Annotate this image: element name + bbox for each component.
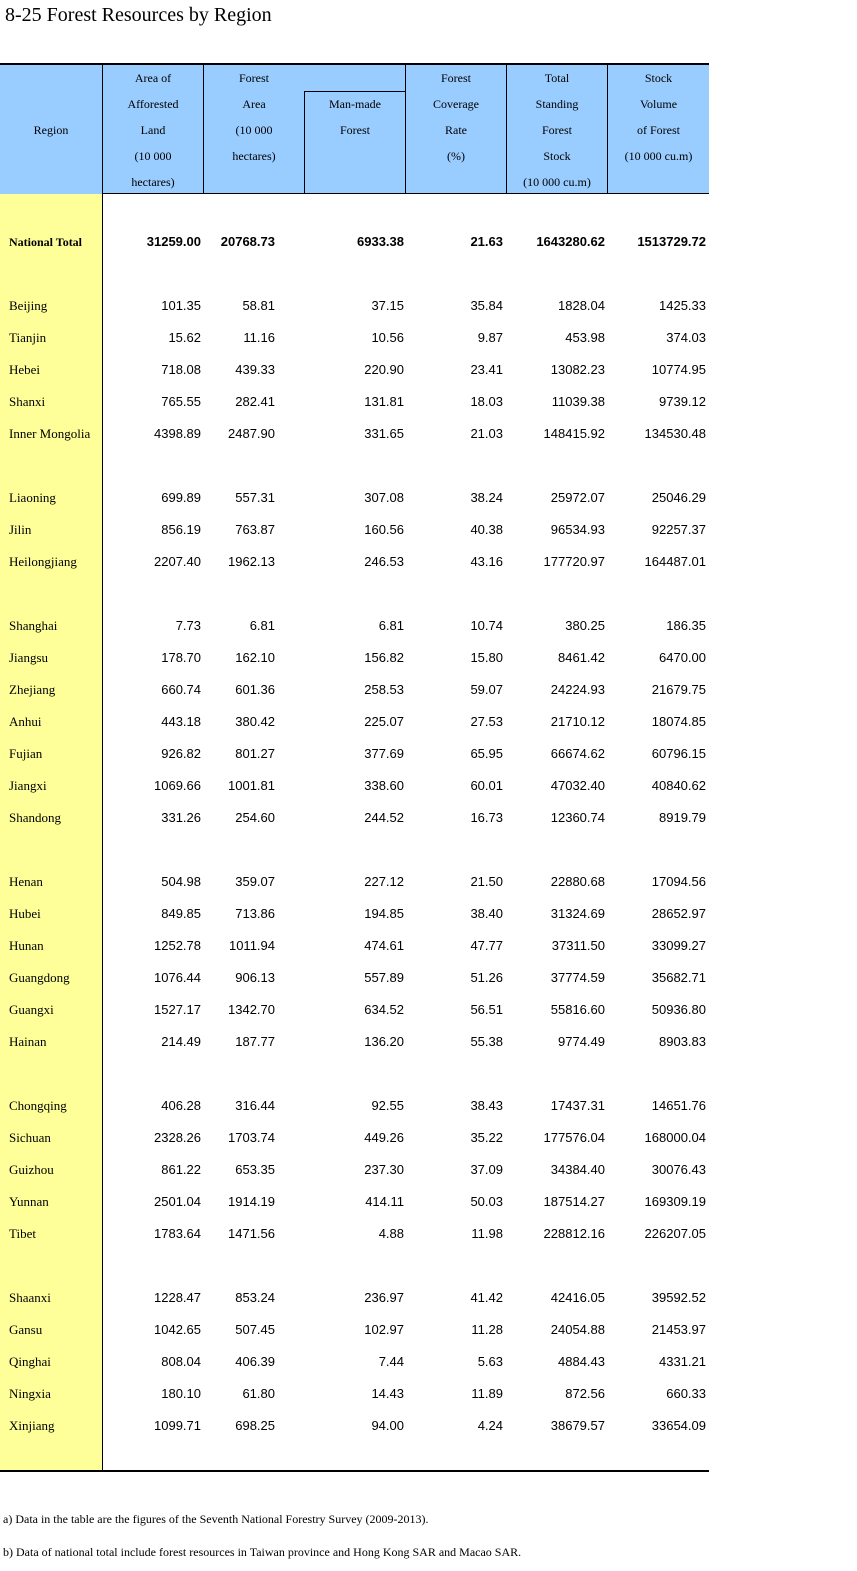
region-name: Heilongjiang (9, 554, 77, 569)
standing-stock-value: 380.25 (565, 618, 605, 633)
man-made-value: 92.55 (371, 1098, 404, 1113)
standing-stock-value: 55816.60 (550, 1002, 605, 1017)
afforested-value: 1527.17 (154, 1002, 201, 1017)
region-name: Guangdong (9, 970, 70, 985)
afforested-value: 808.04 (161, 1354, 201, 1369)
region-name: Beijing (9, 298, 48, 313)
man-made-value: 156.82 (364, 650, 404, 665)
forest-area-value: 507.45 (235, 1322, 275, 1337)
region-name: Jiangxi (9, 778, 47, 793)
afforested-value: 406.28 (161, 1098, 201, 1113)
region-name: Tibet (9, 1226, 36, 1241)
region-name: Sichuan (9, 1130, 51, 1145)
region-name: Hebei (9, 362, 41, 377)
man-made-value: 194.85 (364, 906, 404, 921)
region-name: Qinghai (9, 1354, 51, 1369)
standing-stock-value: 177720.97 (543, 554, 605, 569)
stock-volume-value: 8919.79 (659, 810, 706, 825)
standing-stock-value: 187514.27 (543, 1194, 605, 1209)
man-made-value: 557.89 (364, 970, 404, 985)
table-row (0, 898, 709, 930)
coverage-value: 21.63 (470, 234, 503, 249)
forest-area-value: 316.44 (235, 1098, 275, 1113)
header-standing-stock: Total Standing Forest Stock (10 000 cu.m) (523, 71, 591, 189)
man-made-value: 131.81 (364, 394, 404, 409)
forest-area-value: 11.16 (243, 330, 275, 345)
table-row (0, 674, 709, 706)
standing-stock-value: 872.56 (565, 1386, 605, 1401)
stock-volume-value: 50936.80 (651, 1002, 706, 1017)
stock-volume-value: 8903.83 (659, 1034, 706, 1049)
standing-stock-value: 17437.31 (550, 1098, 605, 1113)
stock-volume-value: 168000.04 (644, 1130, 706, 1145)
table-row (0, 994, 709, 1026)
coverage-value: 16.73 (470, 810, 503, 825)
header-forest-area: Area (10 000 hectares) (232, 97, 276, 163)
coverage-value: 18.03 (470, 394, 503, 409)
region-name: Jilin (9, 522, 32, 537)
man-made-value: 225.07 (364, 714, 404, 729)
coverage-value: 37.09 (470, 1162, 503, 1177)
stock-volume-value: 374.03 (666, 330, 706, 345)
table-row (0, 1282, 709, 1314)
region-name: Tianjin (9, 330, 47, 345)
stock-volume-value: 92257.37 (651, 522, 706, 537)
stock-volume-value: 21453.97 (651, 1322, 706, 1337)
afforested-value: 101.35 (161, 298, 201, 313)
stock-volume-value: 33654.09 (651, 1418, 706, 1433)
region-name: Inner Mongolia (9, 426, 91, 441)
man-made-value: 14.43 (371, 1386, 404, 1401)
forest-area-value: 557.31 (235, 490, 275, 505)
coverage-value: 35.84 (470, 298, 503, 313)
standing-stock-value: 13082.23 (550, 362, 605, 377)
table-row (0, 1186, 709, 1218)
coverage-value: 23.41 (470, 362, 503, 377)
forest-area-value: 1471.56 (228, 1226, 275, 1241)
standing-stock-value: 8461.42 (558, 650, 605, 665)
forest-area-value: 853.24 (235, 1290, 275, 1305)
man-made-value: 94.00 (371, 1418, 404, 1433)
afforested-value: 1252.78 (154, 938, 201, 953)
table-row (0, 962, 709, 994)
coverage-value: 59.07 (470, 682, 503, 697)
region-name: Shandong (9, 810, 61, 825)
afforested-value: 2328.26 (154, 1130, 201, 1145)
standing-stock-value: 37311.50 (551, 938, 605, 953)
afforested-value: 178.70 (161, 650, 201, 665)
coverage-value: 35.22 (470, 1130, 503, 1145)
coverage-value: 51.26 (470, 970, 503, 985)
standing-stock-value: 25972.07 (550, 490, 605, 505)
table-row (0, 1122, 709, 1154)
afforested-value: 1783.64 (154, 1226, 201, 1241)
man-made-value: 220.90 (364, 362, 404, 377)
region-name: Shanxi (9, 394, 46, 409)
forest-area-value: 713.86 (235, 906, 275, 921)
table-row (0, 1378, 709, 1410)
forest-area-value: 439.33 (235, 362, 275, 377)
afforested-value: 1228.47 (154, 1290, 201, 1305)
table-row (0, 642, 709, 674)
table-row (0, 1026, 709, 1058)
forest-area-value: 801.27 (235, 746, 275, 761)
coverage-value: 11.28 (471, 1322, 503, 1337)
region-name: Jiangsu (9, 650, 48, 665)
table-bottom-rule (0, 1470, 709, 1472)
afforested-value: 504.98 (161, 874, 201, 889)
man-made-value: 160.56 (364, 522, 404, 537)
afforested-value: 15.62 (168, 330, 201, 345)
table-row (0, 706, 709, 738)
forest-area-value: 1342.70 (228, 1002, 275, 1017)
man-made-value: 244.52 (364, 810, 404, 825)
standing-stock-value: 177576.04 (543, 1130, 605, 1145)
man-made-value: 449.26 (364, 1130, 404, 1145)
coverage-value: 43.16 (470, 554, 503, 569)
man-made-value: 102.97 (364, 1322, 404, 1337)
forest-area-value: 6.81 (249, 618, 275, 633)
stock-volume-value: 21679.75 (651, 682, 706, 697)
forest-area-value: 406.39 (235, 1354, 275, 1369)
afforested-value: 765.55 (161, 394, 201, 409)
afforested-value: 180.10 (161, 1386, 201, 1401)
header-stock-volume: Stock Volume of Forest (10 000 cu.m) (624, 71, 693, 163)
forest-area-value: 1703.74 (228, 1130, 275, 1145)
stock-volume-value: 30076.43 (651, 1162, 706, 1177)
region-name: Hainan (9, 1034, 47, 1049)
forest-area-value: 601.36 (235, 682, 275, 697)
coverage-value: 21.03 (470, 426, 503, 441)
region-name: Liaoning (9, 490, 56, 505)
stock-volume-value: 28652.97 (651, 906, 706, 921)
forest-area-value: 359.07 (235, 874, 275, 889)
stock-volume-value: 164487.01 (644, 554, 706, 569)
man-made-value: 634.52 (364, 1002, 404, 1017)
standing-stock-value: 1828.04 (558, 298, 605, 313)
man-made-value: 338.60 (364, 778, 404, 793)
table-row (0, 290, 709, 322)
forest-area-value: 282.41 (235, 394, 275, 409)
header-region: Region (33, 123, 69, 137)
standing-stock-value: 228812.16 (543, 1226, 605, 1241)
man-made-value: 258.53 (364, 682, 404, 697)
afforested-value: 699.89 (161, 490, 201, 505)
coverage-value: 65.95 (470, 746, 503, 761)
afforested-value: 1069.66 (154, 778, 201, 793)
afforested-value: 331.26 (161, 810, 201, 825)
man-made-value: 246.53 (364, 554, 404, 569)
table-row (0, 482, 709, 514)
header-man-made-forest: Man-made Forest (329, 97, 381, 137)
forest-area-value: 653.35 (235, 1162, 275, 1177)
forest-area-value: 58.81 (242, 298, 275, 313)
coverage-value: 38.24 (470, 490, 503, 505)
region-name: Xinjiang (9, 1418, 55, 1433)
region-name: Shanghai (9, 618, 58, 633)
standing-stock-value: 22880.68 (550, 874, 605, 889)
man-made-value: 10.56 (371, 330, 404, 345)
stock-volume-value: 14651.76 (651, 1098, 706, 1113)
stock-volume-value: 25046.29 (651, 490, 706, 505)
table-row (0, 610, 709, 642)
man-made-value: 331.65 (364, 426, 404, 441)
coverage-value: 55.38 (470, 1034, 503, 1049)
table-row (0, 866, 709, 898)
table-row (0, 1218, 709, 1250)
table-row (0, 1314, 709, 1346)
standing-stock-value: 9774.49 (558, 1034, 605, 1049)
standing-stock-value: 96534.93 (550, 522, 605, 537)
stock-volume-value: 6470.00 (659, 650, 706, 665)
afforested-value: 7.73 (175, 618, 201, 633)
coverage-value: 10.74 (470, 618, 503, 633)
forest-area-value: 1914.19 (228, 1194, 275, 1209)
standing-stock-value: 21710.12 (550, 714, 605, 729)
region-name: Hubei (9, 906, 41, 921)
forest-area-value: 763.87 (235, 522, 275, 537)
forest-area-value: 380.42 (235, 714, 275, 729)
table-row (0, 1090, 709, 1122)
afforested-value: 214.49 (161, 1034, 201, 1049)
afforested-value: 4398.89 (154, 426, 201, 441)
region-name: Guizhou (9, 1162, 54, 1177)
standing-stock-value: 12360.74 (550, 810, 605, 825)
footnote-a: a) Data in the table are the figures of the Seventh National Forestry Survey (2009-2013). (3, 1512, 429, 1526)
afforested-value: 660.74 (161, 682, 201, 697)
table-row-national-total (0, 226, 709, 258)
afforested-value: 443.18 (161, 714, 201, 729)
stock-volume-value: 186.35 (666, 618, 706, 633)
afforested-value: 31259.00 (146, 234, 201, 249)
coverage-value: 11.89 (471, 1386, 503, 1401)
region-name: Ningxia (9, 1386, 51, 1401)
man-made-value: 227.12 (364, 874, 404, 889)
standing-stock-value: 11039.38 (551, 394, 605, 409)
coverage-value: 27.53 (470, 714, 503, 729)
forest-area-value: 698.25 (235, 1418, 275, 1433)
coverage-value: 9.87 (477, 330, 503, 345)
afforested-value: 1099.71 (154, 1418, 201, 1433)
forest-area-value: 254.60 (235, 810, 275, 825)
afforested-value: 849.85 (161, 906, 201, 921)
coverage-value: 11.98 (471, 1226, 503, 1241)
table-row (0, 1154, 709, 1186)
stock-volume-value: 4331.21 (659, 1354, 706, 1369)
region-name: Chongqing (9, 1098, 67, 1113)
man-made-value: 377.69 (364, 746, 404, 761)
region-name: Fujian (9, 746, 43, 761)
standing-stock-value: 24224.93 (550, 682, 605, 697)
table-row (0, 322, 709, 354)
coverage-value: 38.40 (470, 906, 503, 921)
region-name: Zhejiang (9, 682, 56, 697)
stock-volume-value: 169309.19 (644, 1194, 706, 1209)
forest-area-value: 1011.94 (228, 938, 275, 953)
region-name: Gansu (9, 1322, 43, 1337)
man-made-value: 7.44 (378, 1354, 404, 1369)
stock-volume-value: 33099.27 (651, 938, 706, 953)
forest-area-value: 61.80 (242, 1386, 275, 1401)
afforested-value: 856.19 (161, 522, 201, 537)
region-name: National Total (9, 235, 83, 249)
stock-volume-value: 1425.33 (659, 298, 706, 313)
coverage-value: 38.43 (470, 1098, 503, 1113)
standing-stock-value: 66674.62 (550, 746, 605, 761)
table-row (0, 418, 709, 450)
region-name: Yunnan (9, 1194, 49, 1209)
coverage-value: 47.77 (470, 938, 503, 953)
coverage-value: 4.24 (477, 1418, 503, 1433)
footnote-b: b) Data of national total include forest resources in Taiwan province and Hong Kong SAR and Macao SAR. (3, 1545, 522, 1559)
stock-volume-value: 226207.05 (644, 1226, 706, 1241)
table-row (0, 738, 709, 770)
stock-volume-value: 18074.85 (651, 714, 706, 729)
forest-area-value: 162.10 (235, 650, 275, 665)
coverage-value: 41.42 (470, 1290, 503, 1305)
afforested-value: 861.22 (161, 1162, 201, 1177)
afforested-value: 2501.04 (154, 1194, 201, 1209)
header-afforested-land: Area of Afforested Land (10 000 hectares) (127, 71, 179, 189)
standing-stock-value: 38679.57 (550, 1418, 605, 1433)
region-name: Hunan (9, 938, 44, 953)
standing-stock-value: 42416.05 (550, 1290, 605, 1305)
man-made-value: 37.15 (371, 298, 404, 313)
afforested-value: 718.08 (161, 362, 201, 377)
stock-volume-value: 9739.12 (659, 394, 706, 409)
stock-volume-value: 17094.56 (651, 874, 706, 889)
table-row (0, 770, 709, 802)
stock-volume-value: 60796.15 (651, 746, 706, 761)
coverage-value: 56.51 (470, 1002, 503, 1017)
standing-stock-value: 4884.43 (558, 1354, 605, 1369)
header-forest-group: Forest (239, 71, 269, 85)
standing-stock-value: 24054.88 (550, 1322, 605, 1337)
region-name: Shaanxi (9, 1290, 51, 1305)
man-made-value: 136.20 (364, 1034, 404, 1049)
stock-volume-value: 39592.52 (651, 1290, 706, 1305)
afforested-value: 2207.40 (154, 554, 201, 569)
standing-stock-value: 37774.59 (550, 970, 605, 985)
afforested-value: 1042.65 (154, 1322, 201, 1337)
stock-volume-value: 660.33 (666, 1386, 706, 1401)
man-made-value: 307.08 (364, 490, 404, 505)
table-row (0, 1410, 709, 1442)
stock-volume-value: 35682.71 (651, 970, 706, 985)
forest-area-value: 906.13 (235, 970, 275, 985)
afforested-value: 926.82 (161, 746, 201, 761)
man-made-value: 474.61 (364, 938, 404, 953)
coverage-value: 60.01 (470, 778, 503, 793)
table-row (0, 386, 709, 418)
header-coverage-rate: Forest Coverage Rate (%) (433, 71, 479, 163)
forest-area-value: 187.77 (235, 1034, 275, 1049)
stock-volume-value: 134530.48 (644, 426, 706, 441)
coverage-value: 5.63 (477, 1354, 503, 1369)
standing-stock-value: 1643280.62 (536, 234, 605, 249)
man-made-value: 236.97 (364, 1290, 404, 1305)
stock-volume-value: 10774.95 (651, 362, 706, 377)
standing-stock-value: 148415.92 (543, 426, 605, 441)
coverage-value: 50.03 (470, 1194, 503, 1209)
man-made-value: 414.11 (365, 1194, 404, 1209)
forest-area-value: 20768.73 (220, 234, 275, 249)
table-row (0, 802, 709, 834)
standing-stock-value: 47032.40 (550, 778, 605, 793)
table-row (0, 1346, 709, 1378)
forest-area-value: 1001.81 (228, 778, 275, 793)
table-header (0, 65, 709, 194)
table-row (0, 930, 709, 962)
region-name: Guangxi (9, 1002, 54, 1017)
table-row (0, 354, 709, 386)
standing-stock-value: 34384.40 (550, 1162, 605, 1177)
forest-area-value: 1962.13 (228, 554, 275, 569)
standing-stock-value: 453.98 (565, 330, 605, 345)
coverage-value: 21.50 (470, 874, 503, 889)
man-made-value: 237.30 (364, 1162, 404, 1177)
man-made-value: 6933.38 (357, 234, 404, 249)
stock-volume-value: 40840.62 (651, 778, 706, 793)
region-name: Henan (9, 874, 43, 889)
table-row (0, 546, 709, 578)
table-row (0, 514, 709, 546)
page-title: 8-25 Forest Resources by Region (5, 4, 272, 26)
man-made-value: 6.81 (378, 618, 404, 633)
forest-area-value: 2487.90 (228, 426, 275, 441)
coverage-value: 40.38 (470, 522, 503, 537)
region-name: Anhui (9, 714, 42, 729)
man-made-value: 4.88 (378, 1226, 404, 1241)
stock-volume-value: 1513729.72 (637, 234, 706, 249)
standing-stock-value: 31324.69 (550, 906, 605, 921)
coverage-value: 15.80 (470, 650, 503, 665)
afforested-value: 1076.44 (154, 970, 201, 985)
